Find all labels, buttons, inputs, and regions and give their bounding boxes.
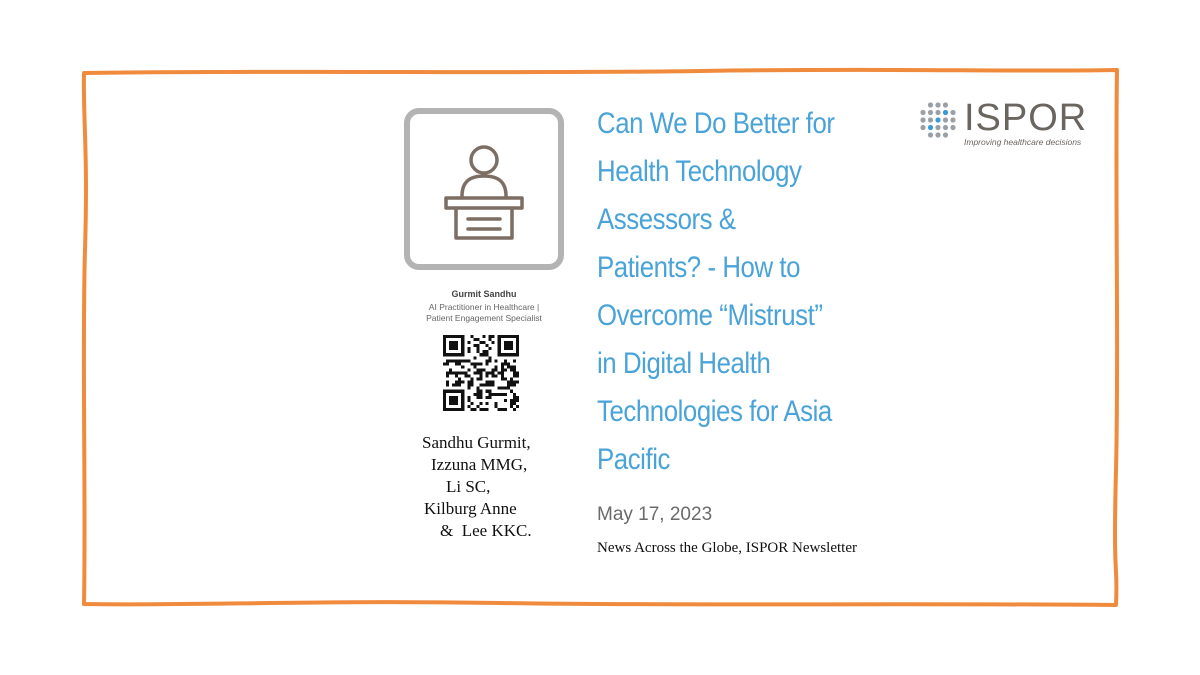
qr-code[interactable] [443,335,519,411]
logo-dot [943,102,948,107]
logo-dot [920,110,925,115]
logo-tagline: Improving healthcare decisions [964,137,1082,147]
speaker-role [404,302,564,324]
author-name: Kilburg Anne [424,499,517,518]
title-line: Pacific [597,443,670,476]
author-name: & Lee KKC. [440,521,532,540]
ispor-logo [918,96,1088,152]
publication-source: News Across the Globe, ISPOR Newsletter [597,540,857,556]
publication-date: May 17, 2023 [597,504,713,525]
logo-dot [950,117,955,122]
title-line: Assessors & [597,203,736,236]
title-line: in Digital Health [597,347,771,380]
speaker-role-line: Patient Engagement Specialist [426,313,542,323]
title-line: Health Technology [597,155,802,188]
logo-dot [928,125,933,130]
logo-dot [950,110,955,115]
title-line: Technologies for Asia [597,395,832,428]
logo-dot [928,102,933,107]
logo-dot [943,117,948,122]
title-line: Can We Do Better for [597,107,835,140]
logo-dot [943,110,948,115]
author-list [400,432,570,542]
qr-code-icon [443,335,519,411]
logo-dot [950,125,955,130]
speaker-at-podium-icon [404,108,564,270]
speaker-avatar [404,108,564,270]
author-name: Li SC, [446,477,491,496]
author-name: Izzuna MMG, [431,455,528,474]
logo-dot [943,125,948,130]
logo-dot [935,110,940,115]
logo-dot [928,117,933,122]
speaker-name: Gurmit Sandhu [451,289,517,299]
logo-dots-icon [918,100,958,140]
logo-dot [935,132,940,137]
author-name: Sandhu Gurmit, [422,433,531,452]
title-line: Overcome “Mistrust” [597,299,823,332]
speaker-role-line: AI Practitioner in Healthcare | [428,302,540,312]
logo-wordmark: ISPOR [964,97,1088,139]
logo-dot [920,125,925,130]
article-title[interactable] [597,100,907,484]
logo-dot [935,102,940,107]
logo-dot [928,132,933,137]
title-line: Patients? - How to [597,251,801,284]
logo-dot [928,110,933,115]
logo-dot [943,132,948,137]
logo-dot [935,117,940,122]
logo-dot [920,117,925,122]
logo-dot [935,125,940,130]
